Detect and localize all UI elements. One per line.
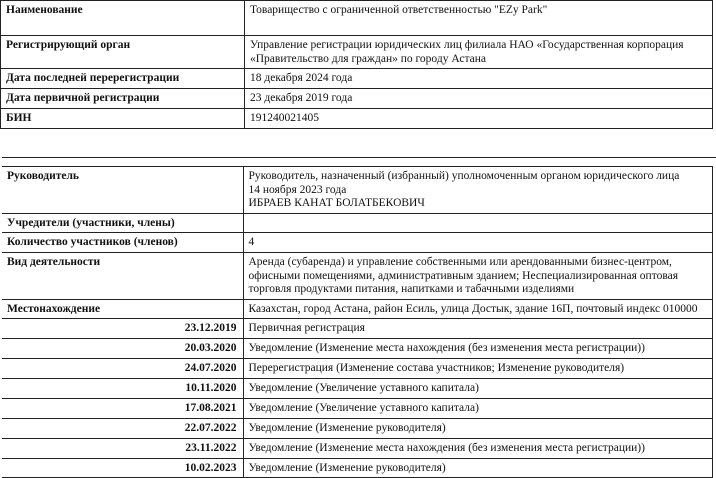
table-row (2, 233, 713, 253)
table-row (1, 69, 713, 89)
history-date: 22.07.2022 (2, 419, 243, 439)
bin-label: БИН (1, 109, 245, 129)
activity-value: Аренда (субаренда) и управление собственными или арендованными бизнес-центром, офисными помещениями, административным зданием; Неспециализированная оптовая торговля продуктами питания, напитками и табачными изделиями (243, 253, 713, 300)
history-event: Уведомление (Изменение руководителя) (243, 458, 713, 478)
members-count-label: Количество участников (членов) (2, 233, 243, 253)
history-event: Уведомление (Изменение места нахождения (без изменения места регистрации)) (243, 339, 713, 359)
history-row (2, 339, 713, 359)
head-value (243, 167, 713, 214)
bin-value: 191240021405 (245, 109, 713, 129)
head-name: ИБРАЕВ КАНАТ БОЛАТБЕКОВИЧ (248, 197, 425, 209)
founders-label: Учредители (участники, члены) (2, 213, 243, 233)
history-row (2, 359, 713, 379)
name-label: Наименование (1, 1, 245, 36)
registrar-value: Управление регистрации юридических лиц филиала НАО «Государственная корпорация «Правительство для граждан» по городу Астана (245, 36, 713, 69)
last-reregistration-label: Дата последней перерегистрации (1, 69, 245, 89)
history-event: Уведомление (Увеличение уставного капитала) (243, 399, 713, 419)
first-registration-label: Дата первичной регистрации (1, 89, 245, 109)
activity-label: Вид деятельности (2, 253, 243, 300)
table-row (1, 36, 713, 69)
founders-value (243, 213, 713, 233)
last-reregistration-value: 18 декабря 2024 года (245, 69, 713, 89)
head-date: 14 ноября 2023 года (248, 183, 347, 196)
table-row (2, 167, 713, 214)
history-event: Уведомление (Увеличение уставного капитала) (243, 379, 713, 399)
table-row (2, 213, 713, 233)
history-event: Уведомление (Изменение места нахождения (без изменения места регистрации)) (243, 438, 713, 458)
history-event: Первичная регистрация (243, 319, 713, 339)
history-event: Уведомление (Изменение руководителя) (243, 419, 713, 439)
head-label: Руководитель (2, 167, 243, 214)
history-event: Перерегистрация (Изменение состава участников; Изменение руководителя) (243, 359, 713, 379)
history-row (2, 458, 713, 478)
location-label: Местонахождение (2, 299, 243, 319)
table-row (1, 109, 713, 129)
members-count-value: 4 (243, 233, 713, 253)
history-date: 10.02.2023 (2, 458, 243, 478)
table-row (2, 253, 713, 300)
history-row (2, 438, 713, 458)
management-history-table (2, 166, 713, 478)
history-date: 23.11.2022 (2, 438, 243, 458)
registrar-label: Регистрирующий орган (1, 36, 245, 69)
table-row (1, 1, 713, 36)
history-row (2, 379, 713, 399)
head-position: Руководитель, назначенный (избранный) уполномоченным органом юридического лица (248, 170, 680, 182)
history-row (2, 419, 713, 439)
first-registration-value: 23 декабря 2019 года (245, 89, 713, 109)
section-divider (2, 157, 716, 158)
history-date: 23.12.2019 (2, 319, 243, 339)
name-value: Товарищество с ограниченной ответственностью "EZy Park" (245, 1, 713, 36)
history-row (2, 399, 713, 419)
history-row (2, 319, 713, 339)
company-info-table (0, 0, 713, 129)
history-date: 10.11.2020 (2, 379, 243, 399)
history-date: 20.03.2020 (2, 339, 243, 359)
history-date: 17.08.2021 (2, 399, 243, 419)
table-row (1, 89, 713, 109)
history-date: 24.07.2020 (2, 359, 243, 379)
table-row (2, 299, 713, 319)
location-value: Казахстан, город Астана, район Есиль, улица Достык, здание 16П, почтовый индекс 010000 (243, 299, 713, 319)
